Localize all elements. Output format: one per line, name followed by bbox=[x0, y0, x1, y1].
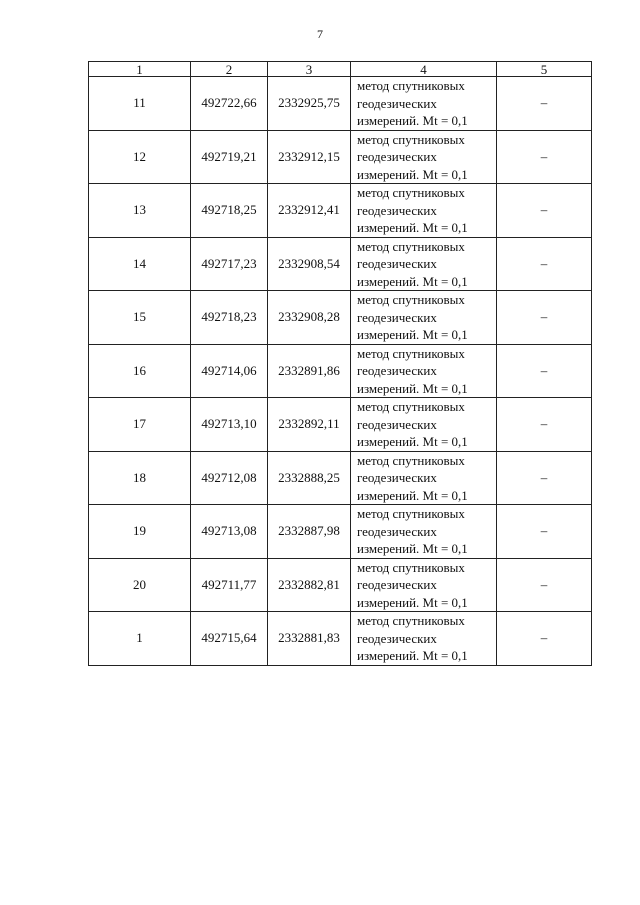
x-coordinate-cell: 492717,23 bbox=[191, 237, 268, 291]
method-line: измерений. Mt = 0,1 bbox=[357, 380, 468, 396]
table-row bbox=[89, 558, 592, 612]
method-line: геодезических bbox=[357, 523, 437, 539]
point-number-cell: 14 bbox=[89, 237, 191, 291]
x-coordinate-cell: 492713,08 bbox=[191, 505, 268, 559]
method-line: метод спутниковых bbox=[357, 506, 465, 521]
table-row bbox=[89, 344, 592, 398]
x-coordinate-cell: 492715,64 bbox=[191, 612, 268, 666]
coordinates-table bbox=[88, 61, 592, 666]
column-header-5: 5 bbox=[497, 62, 592, 77]
method-cell bbox=[351, 237, 497, 291]
method-cell bbox=[351, 184, 497, 238]
y-coordinate-cell: 2332888,25 bbox=[268, 451, 351, 505]
method-line: геодезических bbox=[357, 256, 437, 271]
method-line: метод спутниковых bbox=[357, 78, 465, 93]
x-coordinate-cell: 492711,77 bbox=[191, 558, 268, 612]
table-row bbox=[89, 505, 592, 559]
column-header-4: 4 bbox=[351, 62, 497, 77]
x-coordinate-cell: 492718,25 bbox=[191, 184, 268, 238]
point-number-cell: 12 bbox=[89, 130, 191, 184]
x-coordinate-cell: 492714,06 bbox=[191, 344, 268, 398]
method-line: измерений. Mt = 0,1 bbox=[357, 166, 468, 182]
column-5-cell: – bbox=[497, 77, 592, 131]
table-row bbox=[89, 291, 592, 345]
point-number-cell: 11 bbox=[89, 77, 191, 131]
column-5-cell: – bbox=[497, 505, 592, 559]
y-coordinate-cell: 2332887,98 bbox=[268, 505, 351, 559]
x-coordinate-cell: 492719,21 bbox=[191, 130, 268, 184]
method-line: геодезических bbox=[357, 470, 437, 485]
point-number-cell: 15 bbox=[89, 291, 191, 345]
method-line: измерений. Mt = 0,1 bbox=[357, 594, 468, 610]
point-number-cell: 19 bbox=[89, 505, 191, 559]
method-line: метод спутниковых bbox=[357, 559, 465, 575]
column-5-cell: – bbox=[497, 130, 592, 184]
column-5-cell: – bbox=[497, 344, 592, 398]
table-header-row bbox=[89, 62, 592, 77]
column-header-3: 3 bbox=[268, 62, 351, 77]
y-coordinate-cell: 2332881,83 bbox=[268, 612, 351, 666]
method-line: метод спутниковых bbox=[357, 292, 465, 307]
method-line: измерений. Mt = 0,1 bbox=[357, 327, 468, 342]
method-cell bbox=[351, 505, 497, 559]
method-cell bbox=[351, 291, 497, 345]
table-row bbox=[89, 77, 592, 131]
x-coordinate-cell: 492718,23 bbox=[191, 291, 268, 345]
column-5-cell: – bbox=[497, 612, 592, 666]
y-coordinate-cell: 2332912,15 bbox=[268, 130, 351, 184]
method-line: геодезических bbox=[357, 309, 437, 325]
table-body bbox=[89, 77, 592, 666]
y-coordinate-cell: 2332912,41 bbox=[268, 184, 351, 238]
page-number: 7 bbox=[317, 27, 323, 41]
table-row bbox=[89, 398, 592, 452]
method-line: геодезических bbox=[357, 630, 437, 646]
column-5-cell: – bbox=[497, 237, 592, 291]
y-coordinate-cell: 2332908,28 bbox=[268, 291, 351, 345]
method-line: измерений. Mt = 0,1 bbox=[357, 273, 468, 289]
method-cell bbox=[351, 130, 497, 184]
method-line: геодезических bbox=[357, 149, 437, 164]
method-cell bbox=[351, 77, 497, 131]
column-5-cell: – bbox=[497, 398, 592, 452]
table-row bbox=[89, 184, 592, 238]
point-number-cell: 17 bbox=[89, 398, 191, 452]
method-line: метод спутниковых bbox=[357, 613, 465, 628]
method-line: измерений. Mt = 0,1 bbox=[357, 487, 468, 503]
method-cell bbox=[351, 558, 497, 612]
column-5-cell: – bbox=[497, 291, 592, 345]
x-coordinate-cell: 492722,66 bbox=[191, 77, 268, 131]
point-number-cell: 16 bbox=[89, 344, 191, 398]
point-number-cell: 13 bbox=[89, 184, 191, 238]
table-row bbox=[89, 237, 592, 291]
column-header-2: 2 bbox=[191, 62, 268, 77]
table-row bbox=[89, 130, 592, 184]
method-line: геодезических bbox=[357, 95, 437, 111]
table-row bbox=[89, 612, 592, 666]
y-coordinate-cell: 2332882,81 bbox=[268, 558, 351, 612]
method-line: геодезических bbox=[357, 416, 437, 432]
column-5-cell: – bbox=[497, 558, 592, 612]
method-line: метод спутниковых bbox=[357, 185, 465, 200]
method-line: метод спутниковых bbox=[357, 345, 465, 361]
method-line: измерений. Mt = 0,1 bbox=[357, 434, 468, 449]
column-5-cell: – bbox=[497, 184, 592, 238]
method-cell bbox=[351, 612, 497, 666]
method-line: измерений. Mt = 0,1 bbox=[357, 541, 468, 556]
table-row bbox=[89, 451, 592, 505]
y-coordinate-cell: 2332892,11 bbox=[268, 398, 351, 452]
method-line: метод спутниковых bbox=[357, 131, 465, 147]
y-coordinate-cell: 2332891,86 bbox=[268, 344, 351, 398]
method-line: измерений. Mt = 0,1 bbox=[357, 220, 468, 235]
method-line: метод спутниковых bbox=[357, 238, 465, 254]
point-number-cell: 20 bbox=[89, 558, 191, 612]
method-cell bbox=[351, 398, 497, 452]
column-5-cell: – bbox=[497, 451, 592, 505]
method-line: геодезических bbox=[357, 577, 437, 592]
method-line: геодезических bbox=[357, 202, 437, 218]
y-coordinate-cell: 2332925,75 bbox=[268, 77, 351, 131]
method-cell bbox=[351, 344, 497, 398]
method-line: измерений. Mt = 0,1 bbox=[357, 113, 468, 128]
method-line: геодезических bbox=[357, 363, 437, 378]
x-coordinate-cell: 492712,08 bbox=[191, 451, 268, 505]
point-number-cell: 1 bbox=[89, 612, 191, 666]
point-number-cell: 18 bbox=[89, 451, 191, 505]
column-header-1: 1 bbox=[89, 62, 191, 77]
y-coordinate-cell: 2332908,54 bbox=[268, 237, 351, 291]
x-coordinate-cell: 492713,10 bbox=[191, 398, 268, 452]
method-cell bbox=[351, 451, 497, 505]
method-line: измерений. Mt = 0,1 bbox=[357, 648, 468, 663]
method-line: метод спутниковых bbox=[357, 452, 465, 468]
method-line: метод спутниковых bbox=[357, 399, 465, 414]
